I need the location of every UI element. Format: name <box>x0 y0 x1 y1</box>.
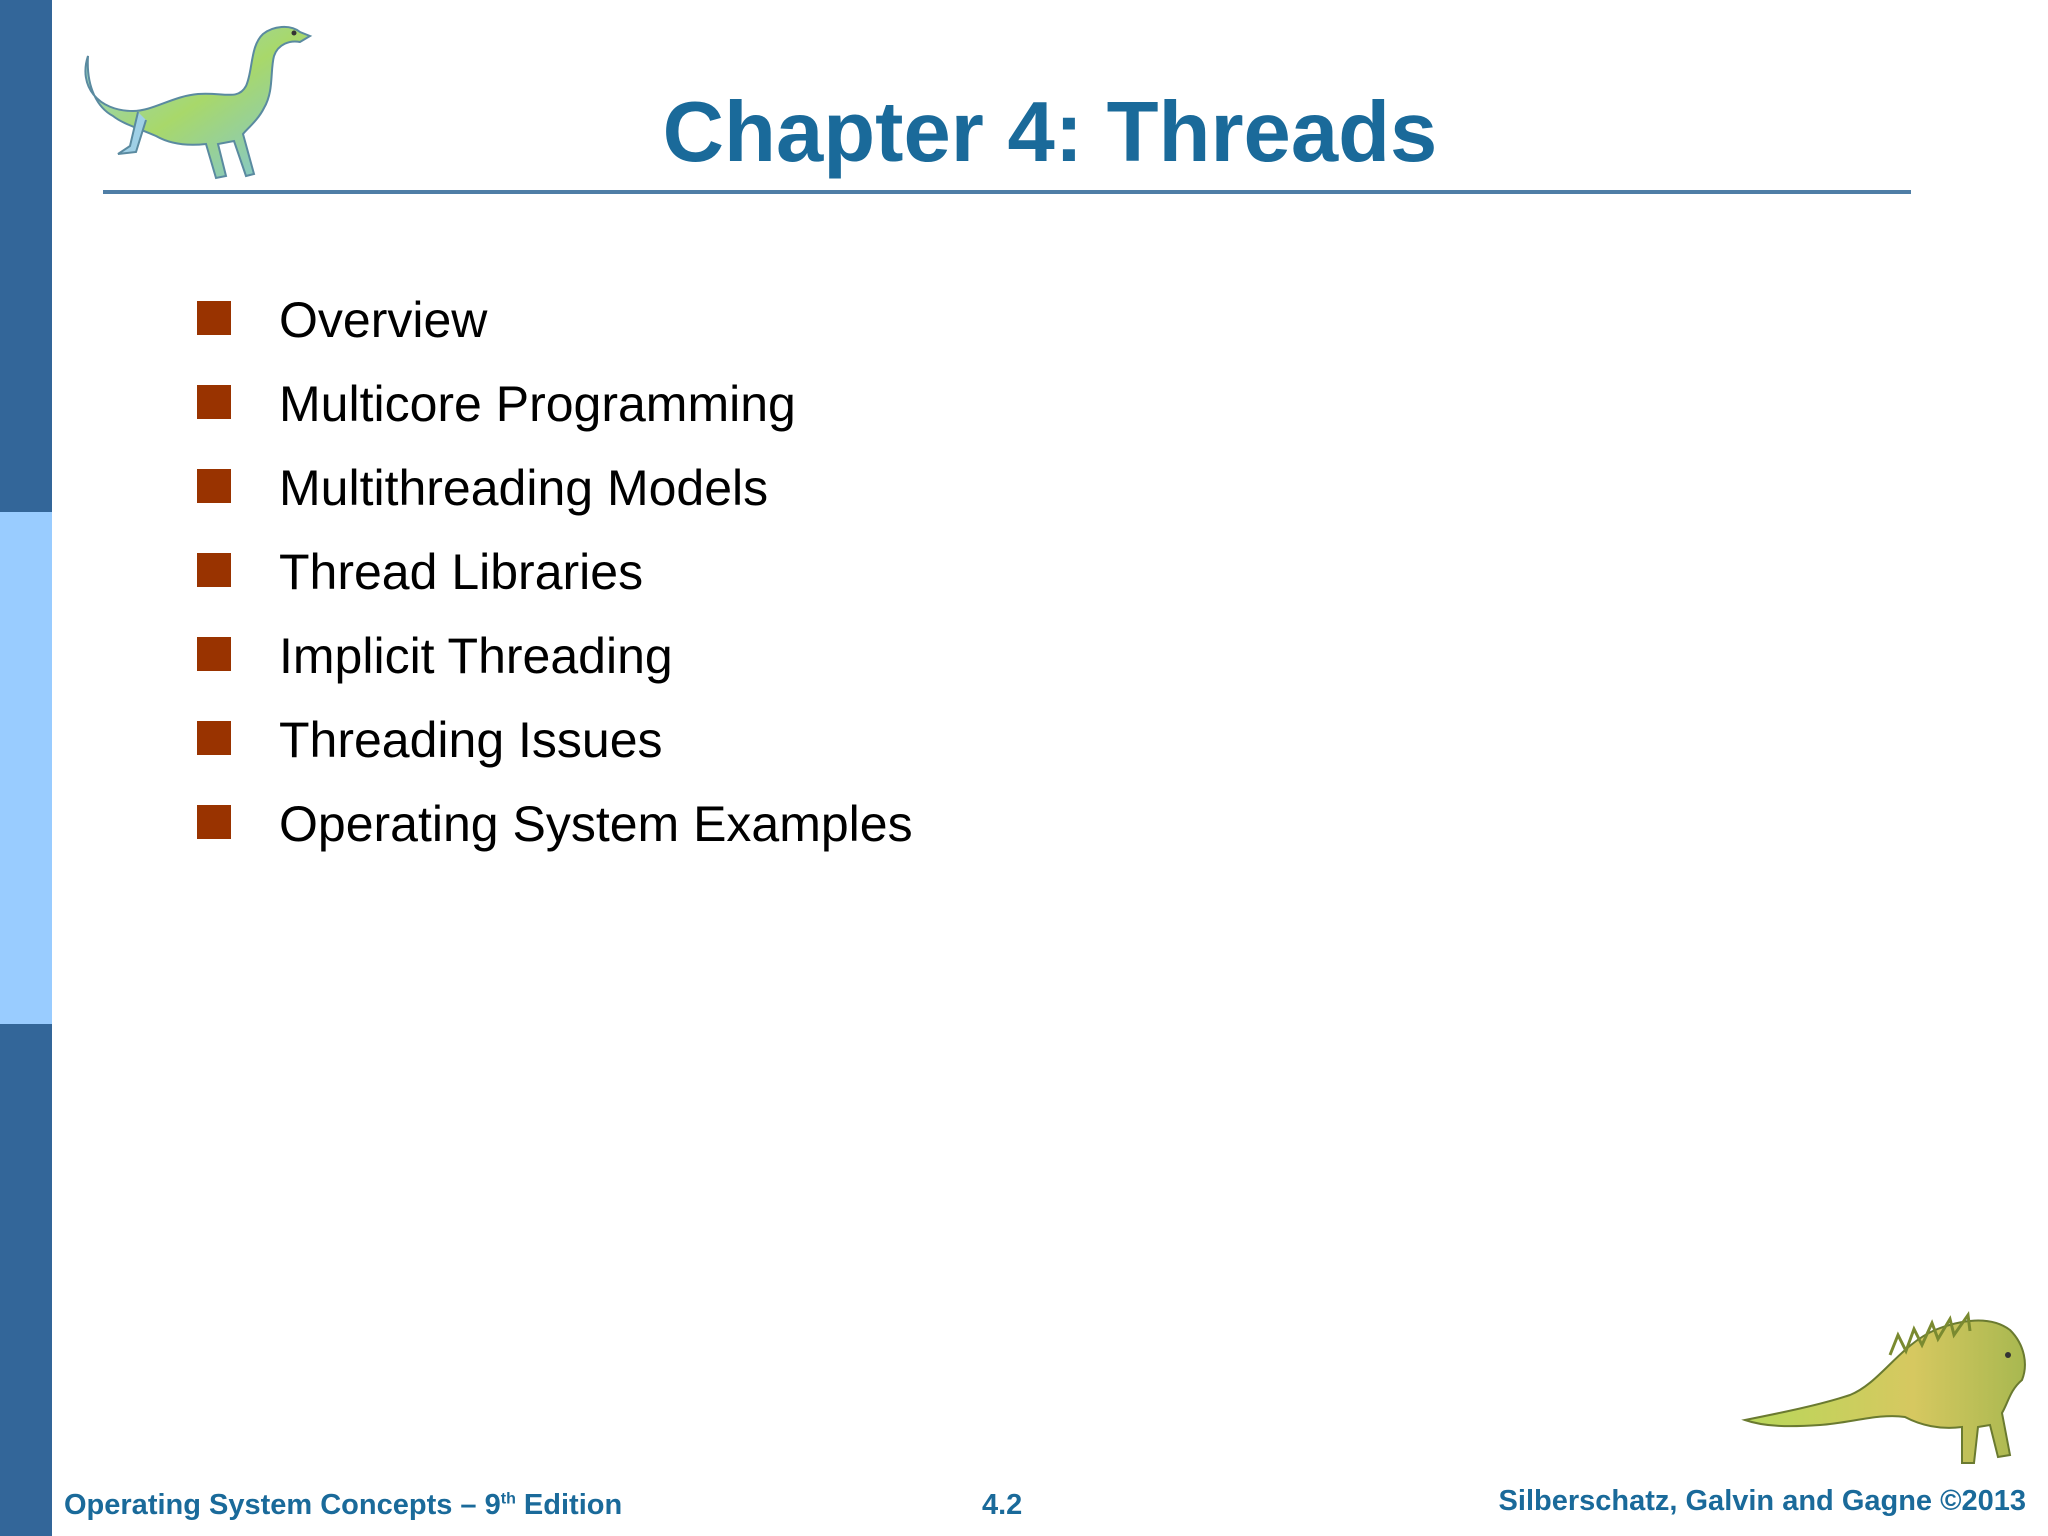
list-item-text: Overview <box>279 292 488 348</box>
list-item-text: Implicit Threading <box>279 628 673 684</box>
footer-edition-superscript: th <box>500 1490 516 1508</box>
square-bullet-icon <box>197 301 231 335</box>
square-bullet-icon <box>197 721 231 755</box>
footer-book-prefix: Operating System Concepts – 9 <box>64 1489 501 1521</box>
square-bullet-icon <box>197 805 231 839</box>
sidebar-stripe-middle <box>0 512 52 1024</box>
list-item-text: Multicore Programming <box>279 376 796 432</box>
list-item-text: Threading Issues <box>279 712 663 768</box>
dinosaur-illustration-icon <box>1740 1295 2030 1480</box>
square-bullet-icon <box>197 553 231 587</box>
list-item-text: Operating System Examples <box>279 796 913 852</box>
slide-title: Chapter 4: Threads <box>662 85 1438 180</box>
sidebar-stripe-bottom <box>0 1024 52 1536</box>
square-bullet-icon <box>197 469 231 503</box>
list-item-text: Multithreading Models <box>279 460 769 516</box>
square-bullet-icon <box>197 385 231 419</box>
footer-page-number: 4.2 <box>982 1489 1023 1521</box>
list-item-text: Thread Libraries <box>279 544 644 600</box>
footer-copyright: Silberschatz, Galvin and Gagne ©2013 <box>1498 1485 2026 1517</box>
footer-book-suffix: Edition <box>515 1489 623 1521</box>
square-bullet-icon <box>197 637 231 671</box>
footer-book-title <box>64 1489 622 1522</box>
sidebar-stripe-top <box>0 0 52 512</box>
title-divider <box>103 190 1911 194</box>
